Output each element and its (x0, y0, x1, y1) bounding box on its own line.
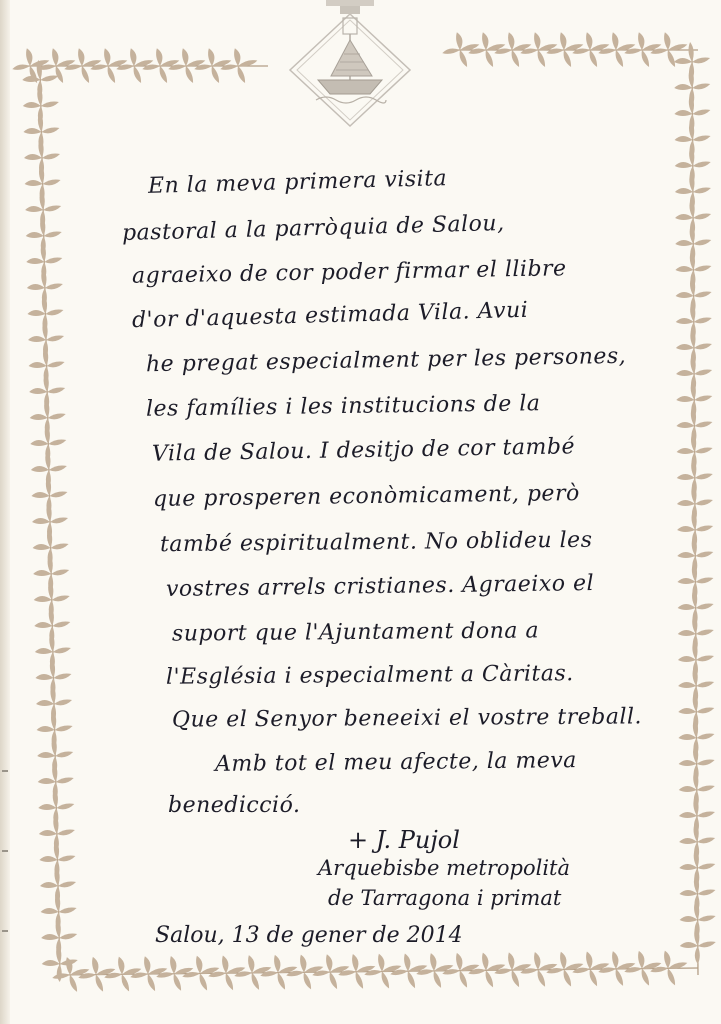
handwritten-line: d'or d'aquesta estimada Vila. Avui (131, 297, 529, 334)
place-and-date: Salou, 13 de gener de 2014 (155, 923, 463, 948)
handwritten-line: l'Església i especialment a Càritas. (165, 661, 574, 690)
signatory-title: Arquebisbe metropolità (318, 856, 571, 880)
handwritten-line: també espiritualment. No oblideu les (159, 527, 593, 558)
handwritten-line: he pregat especialment per les persones, (145, 343, 627, 378)
handwritten-line: suport que l'Ajuntament dona a (171, 618, 540, 647)
handwritten-line: pastoral a la parròquia de Salou, (121, 210, 505, 247)
handwritten-line: benedicció. (168, 793, 301, 818)
handwritten-line: Vila de Salou. I desitjo de cor també (151, 434, 576, 467)
handwritten-line: Que el Senyor beneeixi el vostre treball. (171, 704, 643, 733)
handwritten-line: vostres arrels cristianes. Agraeixo el (165, 571, 595, 602)
handwritten-line: Amb tot el meu afecte, la meva (214, 748, 577, 777)
handwritten-line: En la meva primera visita (147, 166, 448, 199)
signature: + J. Pujol (348, 826, 460, 854)
handwritten-line: les famílies i les institucions de la (145, 391, 541, 422)
handwritten-line: que prosperen econòmicament, però (152, 481, 580, 512)
signatory-see: de Tarragona i primat (328, 886, 562, 910)
handwritten-line: agraeixo de cor poder firmar el llibre (131, 256, 567, 289)
